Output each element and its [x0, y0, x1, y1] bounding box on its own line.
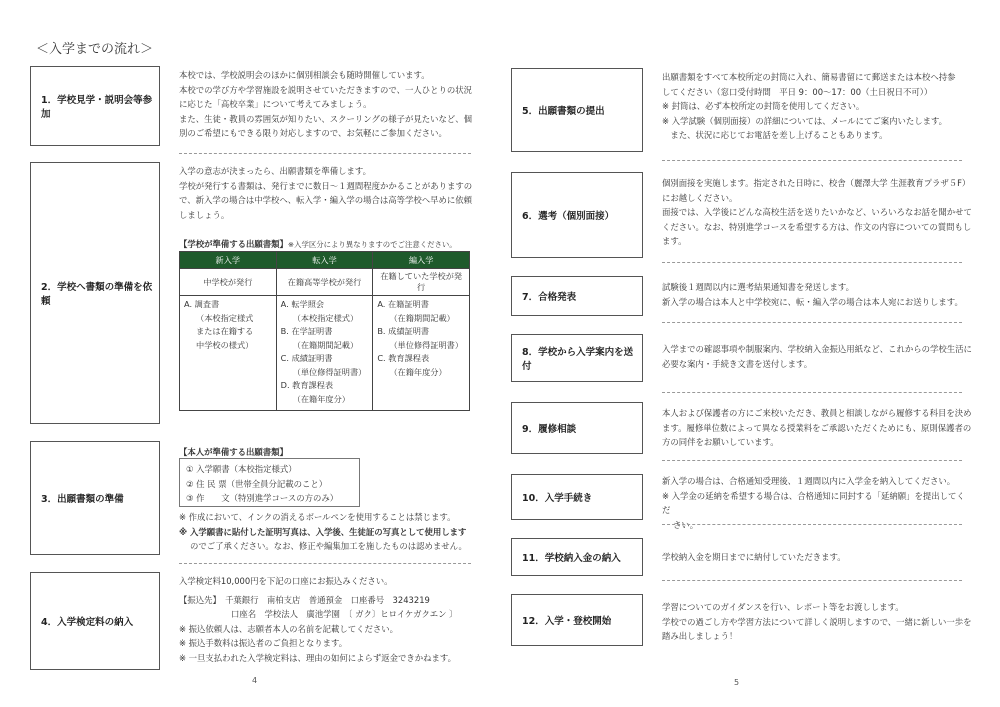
step-9-line: ます。履修単位数によって異なる授業料をご承認いただくためにも、原則保護者の: [662, 422, 972, 433]
step-2-box: [30, 162, 160, 424]
page-number-left: 4: [252, 676, 258, 685]
doc-item-note: （本校指定様式）: [292, 312, 359, 323]
step-2-line: 学校が発行する書類は、発行までに数日～１週間程度かかることがありますの: [179, 180, 473, 191]
step-6-description: [662, 176, 972, 249]
docs-table-caption: [179, 238, 457, 250]
doc-item-note: （単位修得証明書）: [389, 339, 464, 350]
step-6-line: ます。: [662, 236, 687, 246]
doc-item-note: または在籍する: [196, 326, 254, 336]
divider: [662, 160, 962, 161]
step-8-label: 8．学校から入学案内を送付: [522, 347, 634, 372]
self-doc-item: ① 入学願書（本校指定様式）: [186, 464, 297, 474]
doc-item: A. 在籍証明書: [377, 299, 429, 309]
step-5-line: 出願書類をすべて本校所定の封筒に入れ、簡易書留にて郵送または本校へ持参: [662, 72, 956, 82]
step-2-description: [179, 164, 479, 222]
fee-note: ※ 振込手数料は振込者のご負担となります。: [179, 638, 348, 648]
divider: [662, 322, 962, 323]
doc-item: C. 教育課程表: [377, 353, 430, 363]
step-5-line: また、状況に応じてお電話を差し上げることもあります。: [662, 130, 888, 140]
doc-item-note: （本校指定様式: [196, 312, 254, 323]
step-7-line: 新入学の場合は本人と中学校宛に、転・編入学の場合は本人宛にお送りします。: [662, 296, 963, 307]
doc-item: A. 転学照会: [280, 299, 325, 309]
doc-item-note: （単位修得証明書）: [292, 366, 367, 377]
step-9-line: 方の同伴をお願いしています。: [662, 437, 779, 447]
step-5-box: [511, 68, 643, 152]
doc-item-note: 中学校の様式）: [196, 339, 254, 350]
divider: [662, 262, 962, 263]
step-12-line: 踏み出しましょう！: [662, 631, 738, 641]
doc-item: A. 調査書: [184, 299, 220, 309]
note-line: ※ 入学願書に貼付した証明写真は、入学後、生徒証の写真として使用します: [179, 526, 467, 537]
step-1-line: また、生徒・教員の雰囲気が知りたい、スクーリングの様子が見たいなど、個: [179, 113, 472, 124]
docs-header-new: 新入学: [180, 252, 277, 269]
self-docs-list: [179, 458, 360, 507]
step-8-description: [662, 342, 972, 371]
fee-note: ※ 振込依頼人は、志願者本人の名前を記載してください。: [179, 623, 399, 634]
step-7-line: 試験後１週間以内に選考結果通知書を発送します。: [662, 282, 854, 292]
bank-line-2: 口座名 学校法人 廣池学園 〔 ガク〕ヒロイケガクエン 〕: [231, 609, 458, 619]
divider: [179, 153, 471, 154]
divider: [662, 392, 962, 393]
docs-header-re-entry: 編入学: [373, 252, 470, 269]
doc-item: B. 成績証明書: [377, 326, 430, 336]
doc-item: B. 在学証明書: [280, 326, 333, 336]
step-8-line: 必要な案内・手続き文書を送付します。: [662, 358, 813, 369]
step-10-line: さい。: [662, 519, 699, 530]
docs-table: [179, 251, 470, 411]
divider: [662, 524, 962, 525]
docs-col-re-entry: [373, 296, 470, 411]
step-8-line: 入学までの確認事項や制服案内、学校納入金振込用紙など、これからの学校生活に: [662, 344, 972, 354]
note-line: のでご了承ください。なお、修正や編集加工を施したものは認めません。: [179, 541, 467, 551]
self-docs-notes: [179, 510, 479, 554]
step-5-label: 5．出願書類の提出: [522, 106, 605, 117]
step-7-description: [662, 280, 972, 309]
divider: [662, 460, 962, 461]
step-10-box: [511, 474, 643, 520]
step-12-line: 学校での過ごし方や学習方法について詳しく説明しますので、一緒に新しい一歩を: [662, 616, 972, 627]
step-12-label: 12．入学・登校開始: [522, 616, 612, 627]
doc-item: D. 教育課程表: [280, 380, 334, 390]
self-doc-item: ③ 作 文（特別進学コースの方のみ）: [186, 493, 339, 503]
step-10-label: 10．入学手続き: [522, 493, 593, 504]
step-9-description: [662, 406, 972, 450]
step-5-line: ※ 入学試験（個別面接）の詳細については、メールにてご案内いたします。: [662, 115, 948, 126]
step-10-line: 新入学の場合は、合格通知受理後、１週間以内に入学金を納入してください。: [662, 476, 956, 486]
step-11-label: 11．学校納入金の納入: [522, 553, 621, 564]
step-9-box: [511, 402, 643, 454]
step-1-description: [179, 68, 479, 141]
doc-item-note: （在籍年度分）: [389, 366, 447, 377]
docs-col-transfer: [276, 296, 373, 411]
step-8-box: [511, 334, 643, 382]
issuer-new: 中学校が発行: [180, 269, 277, 296]
step-7-box: [511, 276, 643, 316]
step-6-line: 個別面接を実施します。指定された日時に、校舎（麗澤大学 生涯教育プラザ５F）: [662, 178, 971, 188]
page-number-right: 5: [734, 678, 740, 687]
step-12-box: [511, 594, 643, 646]
divider: [179, 563, 471, 564]
step-1-label: 1．学校見学・説明会等参加: [41, 95, 153, 120]
step-2-label: 2．学校へ書類の準備を依頼: [41, 282, 153, 307]
step-3-label: 3．出願書類の準備: [41, 494, 124, 505]
step-1-line: 本校では、学校説明会のほかに個別相談会も随時開催しています。: [179, 70, 430, 80]
step-2-line: しましょう。: [179, 209, 230, 220]
step-1-line: に応じた「高校卒業」について考えてみましょう。: [179, 99, 372, 109]
step-2-line: 入学の意志が決まったら、出願書類を準備します。: [179, 166, 371, 176]
divider: [662, 580, 962, 581]
step-6-line: ください。なお、特別進学コースを希望する方は、作文の内容についての質問もし: [662, 221, 972, 232]
docs-col-new: [180, 296, 277, 411]
step-7-label: 7．合格発表: [522, 292, 577, 303]
step-2-line: で、新入学の場合は中学校へ、転入学・編入学の場合は高等学校へ早めに依頼: [179, 195, 472, 205]
step-3-box: [30, 441, 160, 555]
step-10-line: ※ 入学金の延納を希望する場合は、合格通知に同封する「延納願」を提出してくだ: [662, 490, 965, 515]
issuer-re-entry: 在籍していた学校が発行: [373, 269, 470, 296]
step-9-label: 9．履修相談: [522, 424, 577, 435]
bank-line-1: 千葉銀行 南柏支店 普通預金 口座番号 3243219: [225, 594, 430, 605]
step-1-line: 本校での学び方や学習施設を説明させていただきますので、一人ひとりの状況: [179, 84, 472, 95]
step-12-line: 学習についてのガイダンスを行い、レポート等をお渡しします。: [662, 602, 904, 612]
doc-item-note: （在籍期間記載）: [389, 312, 455, 323]
step-6-box: [511, 172, 643, 258]
fee-note: ※ 一旦支払われた入学検定料は、理由の如何によらず返金できかねます。: [179, 652, 457, 663]
step-1-box: [30, 66, 160, 146]
step-11-box: [511, 538, 643, 576]
step-11-description: [662, 550, 972, 565]
step-6-line: 面接では、入学後にどんな高校生活を送りたいかなど、いろいろなお話を聞かせて: [662, 207, 972, 217]
step-1-line: 別のご希望にもできる限り対応しますので、お気軽にご参加ください。: [179, 128, 447, 138]
doc-item: C. 成績証明書: [280, 353, 333, 363]
fee-intro: 入学検定料10,000円を下記の口座にお振込みください。: [179, 576, 393, 586]
docs-header-transfer: 転入学: [276, 252, 373, 269]
step-5-line: してください（窓口受付時間 平日 9：00～17：00（土日祝日不可））: [662, 86, 933, 97]
step-4-label: 4．入学検定料の納入: [41, 617, 134, 628]
self-docs-heading: 【本人が準備する出願書類】: [179, 447, 288, 457]
note-line: ※ 作成において、インクの消えるボールペンを使用することは禁じます。: [179, 512, 456, 522]
step-4-box: [30, 572, 160, 670]
step-6-line: にお越しください。: [662, 192, 738, 203]
step-12-description: [662, 600, 972, 644]
self-doc-item: ② 住 民 票（世帯全員分記載のこと）: [186, 478, 328, 489]
page-title: ＜入学までの流れ＞: [36, 42, 154, 57]
step-6-label: 6．選考（個別面接）: [522, 211, 615, 222]
bank-label: 【振込先】: [179, 594, 217, 605]
step-5-line: ※ 封筒は、必ず本校所定の封筒を使用してください。: [662, 101, 865, 111]
docs-caption-bold: 【学校が準備する出願書類】: [179, 239, 288, 249]
doc-item-note: （在籍期間記載）: [292, 339, 359, 350]
doc-item-note: （在籍年度分）: [292, 393, 350, 404]
step-11-line: 学校納入金を期日までに納付していただきます。: [662, 552, 846, 562]
docs-caption-note: ※入学区分により異なりますのでご注意ください。: [287, 240, 457, 249]
step-9-line: 本人および保護者の方にご来校いただき、教員と相談しながら履修する科目を決め: [662, 408, 972, 418]
issuer-transfer: 在籍高等学校が発行: [276, 269, 373, 296]
step-5-description: [662, 70, 972, 143]
fee-description: [179, 574, 479, 665]
